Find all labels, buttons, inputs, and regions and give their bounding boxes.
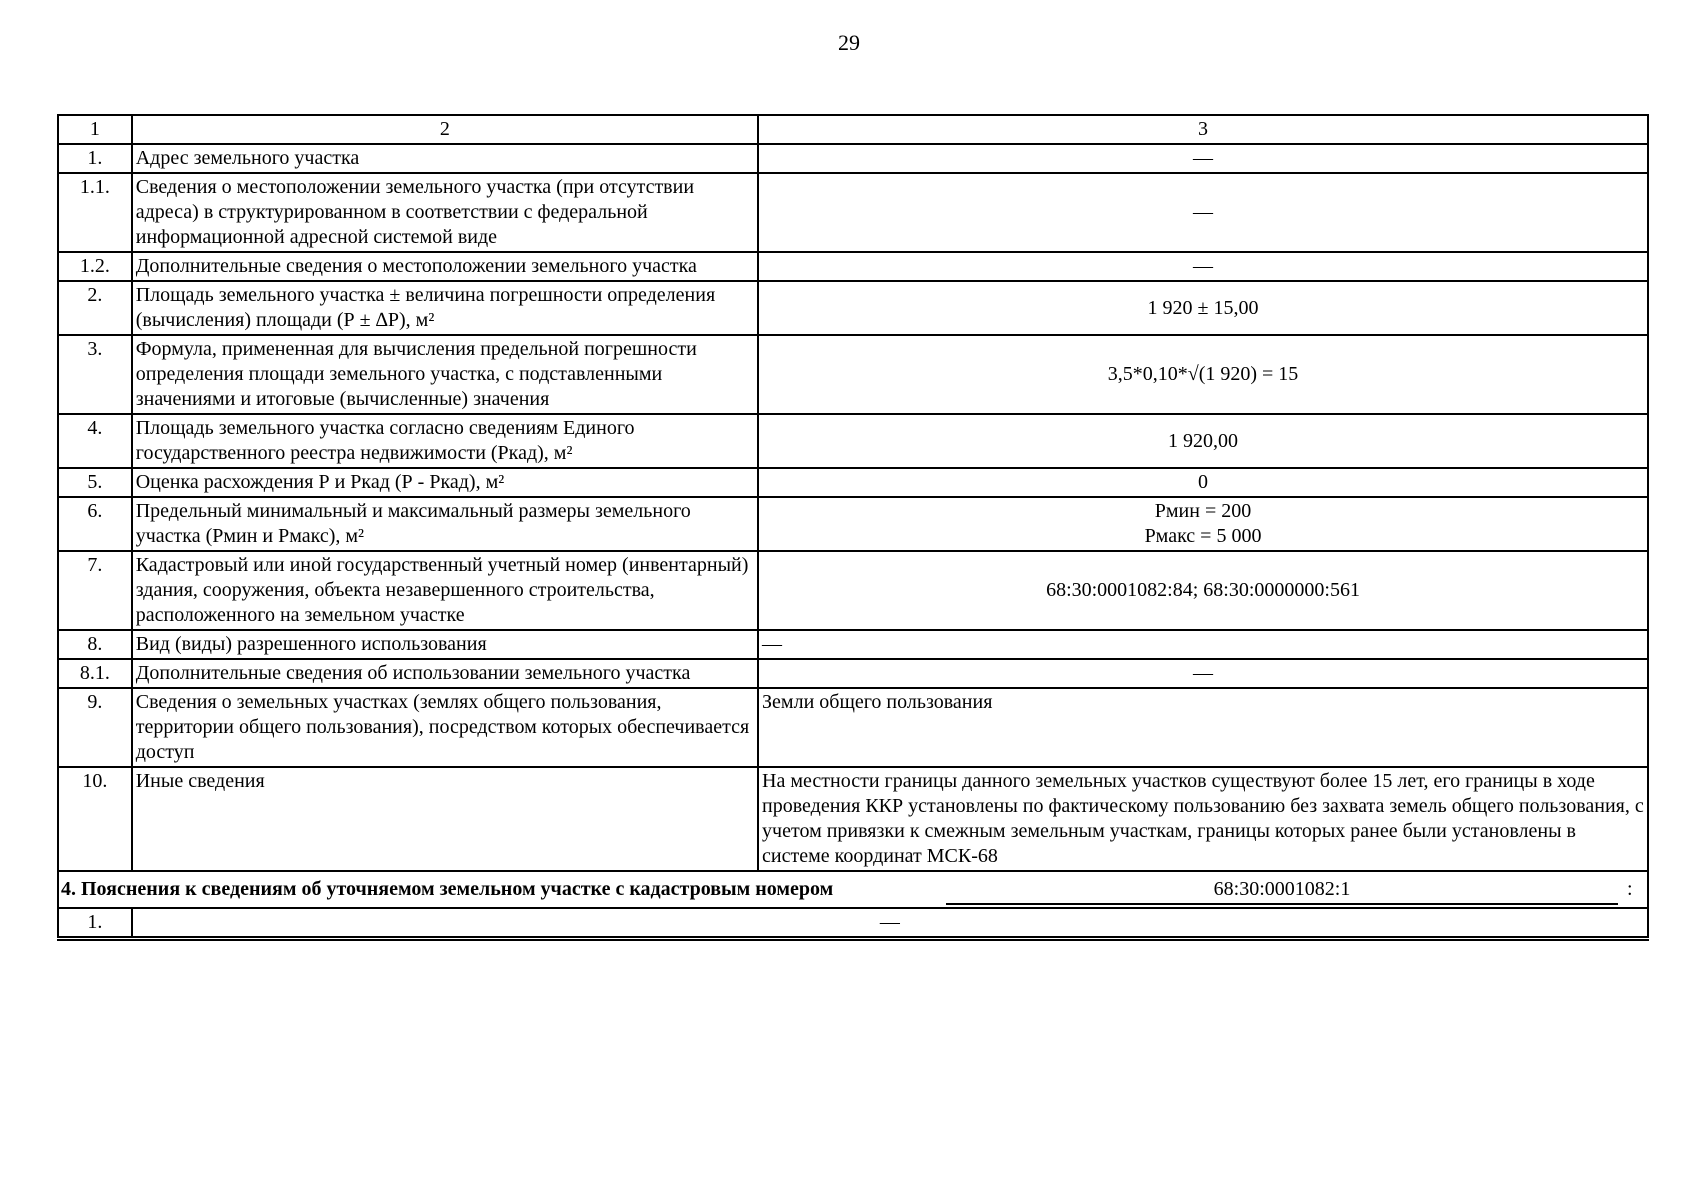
row-value: — bbox=[758, 173, 1648, 252]
row-label: Иные сведения bbox=[132, 767, 758, 871]
row-value: — bbox=[758, 630, 1648, 659]
row-number: 6. bbox=[58, 497, 132, 551]
row-value: — bbox=[132, 908, 1648, 939]
row-value bbox=[758, 497, 1648, 551]
row-value: — bbox=[758, 252, 1648, 281]
row-number: 1. bbox=[58, 908, 132, 939]
row-label: Дополнительные сведения о местоположении земельного участка bbox=[132, 252, 758, 281]
table-row bbox=[58, 144, 1648, 173]
row-label: Формула, примененная для вычисления предельной погрешности определения площади земельного участка, с подставленными значениями и итоговые (вычисленные) значения bbox=[132, 335, 758, 414]
row-value: 1 920,00 bbox=[758, 414, 1648, 468]
row-number: 5. bbox=[58, 468, 132, 497]
row-value: — bbox=[758, 144, 1648, 173]
row-number: 7. bbox=[58, 551, 132, 630]
row-number: 1.1. bbox=[58, 173, 132, 252]
row-number: 8. bbox=[58, 630, 132, 659]
row-label: Кадастровый или иной государственный учетный номер (инвентарный) здания, сооружения, объекта незавершенного строительства, расположенного на земельном участке bbox=[132, 551, 758, 630]
row-label: Площадь земельного участка ± величина погрешности определения (вычисления) площади (Р ± ∆Р), м² bbox=[132, 281, 758, 335]
row-value: — bbox=[758, 659, 1648, 688]
cadastral-number-field: 68:30:0001082:1 bbox=[946, 877, 1618, 905]
row-value: 0 bbox=[758, 468, 1648, 497]
table-row bbox=[58, 173, 1648, 252]
row-number: 10. bbox=[58, 767, 132, 871]
row-value: Земли общего пользования bbox=[758, 688, 1648, 767]
section-4-header-row bbox=[58, 871, 1648, 908]
row-number: 1.2. bbox=[58, 252, 132, 281]
row-label: Дополнительные сведения об использовании земельного участка bbox=[132, 659, 758, 688]
table-row bbox=[58, 335, 1648, 414]
page-number: 29 bbox=[838, 30, 860, 55]
row-value: 3,5*0,10*√(1 920) = 15 bbox=[758, 335, 1648, 414]
column-header: 2 bbox=[132, 115, 758, 144]
table-row bbox=[58, 414, 1648, 468]
table-row bbox=[58, 551, 1648, 630]
max-size-value: Рмакс = 5 000 bbox=[1144, 525, 1262, 547]
column-header: 1 bbox=[58, 115, 132, 144]
section-title: 4. Пояснения к сведениям об уточняемом земельном участке с кадастровым номером bbox=[61, 878, 834, 900]
row-number: 3. bbox=[58, 335, 132, 414]
table-row bbox=[58, 659, 1648, 688]
row-label: Адрес земельного участка bbox=[132, 144, 758, 173]
row-number: 2. bbox=[58, 281, 132, 335]
column-header: 3 bbox=[758, 115, 1648, 144]
row-value: На местности границы данного земельных участков существуют более 15 лет, его границы в ходе проведения ККР установлены по фактическому пользованию без захвата земель общего пользования, с учетом привязки к смежным земельным участкам, границы которых ранее были установлены в системе координат МСК-68 bbox=[758, 767, 1648, 871]
table-row bbox=[58, 630, 1648, 659]
table-row bbox=[58, 767, 1648, 871]
table-row bbox=[58, 688, 1648, 767]
table-row bbox=[58, 281, 1648, 335]
table-row bbox=[58, 468, 1648, 497]
row-label: Сведения о земельных участках (землях общего пользования, территории общего пользования), посредством которых обеспечивается доступ bbox=[132, 688, 758, 767]
table-header-row bbox=[58, 115, 1648, 144]
row-value: 1 920 ± 15,00 bbox=[758, 281, 1648, 335]
colon-mark: : bbox=[1627, 878, 1633, 900]
table-row bbox=[58, 252, 1648, 281]
row-number: 8.1. bbox=[58, 659, 132, 688]
min-size-value: Рмин = 200 bbox=[1154, 500, 1252, 522]
row-number: 9. bbox=[58, 688, 132, 767]
row-value: 68:30:0001082:84; 68:30:0000000:561 bbox=[758, 551, 1648, 630]
row-label: Предельный минимальный и максимальный размеры земельного участка (Рмин и Рмакс), м² bbox=[132, 497, 758, 551]
table-row bbox=[58, 908, 1648, 939]
row-label: Сведения о местоположении земельного участка (при отсутствии адреса) в структурированном в соответствии с федеральной информационной адресной системой виде bbox=[132, 173, 758, 252]
row-number: 1. bbox=[58, 144, 132, 173]
row-label: Площадь земельного участка согласно сведениям Единого государственного реестра недвижимости (Ркад), м² bbox=[132, 414, 758, 468]
row-number: 4. bbox=[58, 414, 132, 468]
row-label: Вид (виды) разрешенного использования bbox=[132, 630, 758, 659]
row-label: Оценка расхождения Р и Ркад (Р - Ркад), м² bbox=[132, 468, 758, 497]
table-row bbox=[58, 497, 1648, 551]
land-plot-table bbox=[57, 114, 1649, 941]
